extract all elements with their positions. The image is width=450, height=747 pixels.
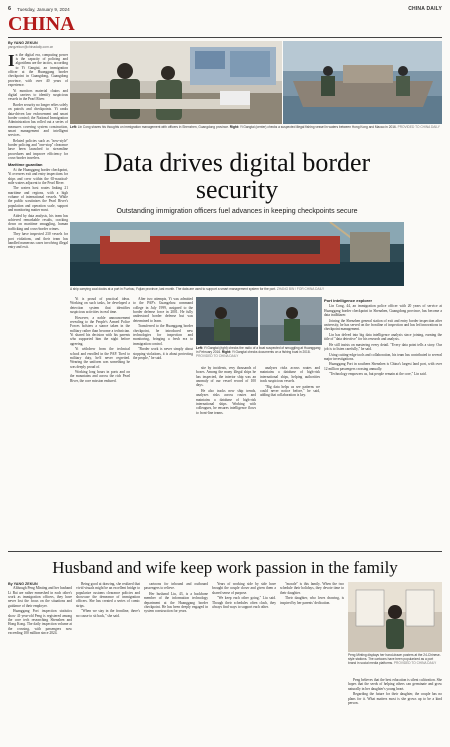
page-number: 6 [8, 6, 12, 12]
photo3-caption [196, 347, 322, 359]
drop-cap: I [8, 50, 15, 70]
story2-column-6 [348, 678, 442, 742]
story2-column-3 [144, 582, 208, 742]
story1-byline: By YANG ZEKUN [8, 41, 38, 45]
story1-subhead: Port intelligence explorer [324, 298, 373, 303]
story1-paragraph: He also tracks new ship trends, analyzes risks across routes and maintains a database of high-risk international ships. Working with colleagues, he ensures intelligence flows to front-line teams. [196, 388, 256, 415]
story2-paragraph: "morale" is this family. When the two schedule their holidays, they devote time to their daughter. [280, 582, 344, 595]
photo-peng-minting [348, 582, 442, 652]
story1-subhead: Maritime guardian [8, 161, 43, 167]
photo-image [260, 297, 322, 345]
caption-label: Right: [221, 349, 232, 354]
story1-paragraph: At the Huanggang border checkpoint, Yi oversees exit and entry inspections for ships and crew within the 65-nautical-mile waters adjacent to the Pearl River. [8, 167, 68, 185]
story1-paragraph: n the digital era, computing power is the capacity of policing and algorithms are the tactics, according to Yi Gangtai, an immigration officer at the Huanggang border checkpoint in Guangdong, Guangdong province, with over 40 years of experience. [8, 52, 68, 88]
photo-image [70, 222, 404, 286]
header-rule [8, 37, 442, 38]
caption-text: Yi Gangtai checks documents on a fishing boat in 2018. [231, 349, 311, 354]
story2-paragraph: "When we stay in the frontline, there's no cause to sit back," she said. [76, 609, 140, 618]
photo-credit: PROVIDED TO CHINA DAILY [393, 660, 437, 665]
photo-coal-ship [70, 222, 404, 286]
caption-label: Left: [196, 346, 203, 350]
story2-byline: By YANG ZEKUN [8, 582, 38, 586]
story1-column-4 [196, 366, 256, 546]
story2-paragraph: Their daughter, who loves drawing, is inspired by her parents' dedication. [280, 596, 344, 605]
caption-text: A ship carrying coal docks at a port in Fuzhou, Fujian province, last month. The data are used to support a smart management system for the port. [70, 287, 276, 291]
story1-paragraph: Using cutting-edge tools and collaboration, his team has contributed to several major investigations. [324, 352, 442, 361]
story2-headline: Husband and wife keep work passion in the family [52, 558, 398, 577]
photo-image [70, 41, 282, 124]
story1-paragraph: Related policies such as "new-style" border policing and "one-stop" clearance have been launched to streamline procedures and improve efficiency for cross-border travelers. [8, 138, 68, 161]
caption-text: Peng Minting displays her hand-drawn posters at the 24-Chinese-style stations. The cartoons have been popularized as a port brand in social media platforms. [348, 653, 441, 665]
caption-text: Yi Gangtai (right) checks the radio of a boat suspected of smuggling at Huanggang in February 2016. [196, 346, 321, 354]
story1-paragraph: Yi is proud of practical ideas. Working on such tasks, he developed a detection system that identifies suspicious activities in real time. [70, 297, 130, 315]
story1-column-6-top [407, 149, 442, 219]
story2-paragraph: Peng believes that the best education is silent cultivation. She hopes that the seeds of helping others can germinate and grow naturally in her daughter's young heart. [348, 678, 442, 691]
caption-label: Right: [229, 125, 239, 129]
story1-paragraph: Joining the Shenzhen general station of exit and entry border inspection after university, he has served on the frontline of inspection and has led innovations in checkpoint management. [324, 318, 442, 332]
story1-column-6 [324, 297, 442, 546]
story1-paragraph: However, a noble announcement revealing to the People's Armed Police Forces bolsters a stance taken in the military rather than become a technician. Yi shared his decision with his parents who supported him the night before agreeing. [70, 315, 130, 346]
story1-paragraph: Working long hours in ports and on the mountains and across the rich Pearl River, the core mission endured. [70, 370, 130, 383]
story1-paragraph: Lin has delved into big data intelligence analysis since joining, earning the title of "data detective" for his research and analysis. [324, 332, 442, 342]
story2-paragraph: cartoons for inbound and outbound passengers to relieve. [144, 582, 208, 591]
story2-column-1 [8, 582, 72, 742]
story1-paragraph: "Technology empowers us, but people remain at the core," Lin said. [329, 372, 427, 377]
photo-yi-radio [196, 297, 258, 345]
caption-label: Left: [70, 125, 77, 129]
story2-paragraph: "We keep each other going," Liu said. Though their schedules often clash, they always find ways to support each other. [212, 596, 276, 609]
story1-paragraph: Border security no longer relies solely on patrols and checkpoints. Yi ranks data-driven law enforcement and smart border control; the National Immigration Administration has rolled out a series of measures covering system construction, smart management and intelligent services. [8, 102, 68, 138]
story1-paragraph: "Border work is never simply about stopping violations, it is about protecting the people," he said. [133, 347, 193, 360]
photo-image [196, 297, 258, 345]
story2-column-2 [76, 582, 140, 742]
story1-paragraph: The waters host routes linking 21 maritime and regions, with a high volume of international vessels. While the public scrutinizes the Pearl River's population and operation scale, support and monitoring matter most. [8, 186, 68, 213]
photo-credit: PROVIDED TO CHINA DAILY [196, 353, 239, 358]
photo-credit: PROVIDED TO CHINA DAILY [397, 125, 440, 129]
photo-lin-cong [70, 41, 282, 124]
story2-paragraph: Being good at drawing, she realized that vivid visuals might be an excellent bridge to popularize customs clearance policies and showcase the demeanor of immigration officers. She has created a series of comic strips. [76, 582, 140, 608]
story1-deck: Outstanding immigration officers fuel advances in keeping checkpoints secure [116, 208, 358, 215]
story2-column-5 [280, 582, 344, 742]
story1-column-1 [8, 41, 68, 546]
issue-date: Tuesday, January 9, 2024 [17, 6, 70, 12]
story1-column-5 [260, 366, 320, 546]
photo1-caption [70, 126, 442, 130]
story2-paragraph: Huanggang Port inspection statistics show 41-year-old Peng is registered among the core tech researching Shenzhen and Hong Kong. The daily inspection volume at the crossing, with passengers now exceeding 100 million since 2024. [8, 609, 72, 635]
story1-column-2 [70, 297, 130, 546]
photo-image [348, 582, 442, 652]
caption-text: Yi Gangtai (center) checks a suspected illegal fishing vessel in waters between Hong Kong and Macao in 2016. [239, 125, 397, 129]
caption-text: Lin Cong shares his thoughts on immigration management with officers in Shenzhen, Guangdong province. [77, 125, 229, 129]
story2-paragraph: Although Peng Minting and her husband Li Bai are rather enmeshed in each other's work as immigration officers, they have never lost the focus on the situations and guidance of their employer. [8, 586, 72, 608]
photo2-caption [70, 288, 404, 292]
story1-paragraph: They have inspected 230 vessels for port violations, and their team has handled numerous cases involving illegal entry and exit. [8, 232, 68, 250]
story1-paragraph: site by incidents, very thousands of boxes. Among the many illegal ships he has inspected, the interior ship was an anomaly of our vessel record of 100 days. [196, 366, 256, 388]
story2-paragraph: Regarding the future for their daughter, the couple has no plans for it. What matters most is she grows up to be a kind person. [348, 692, 442, 705]
story1-paragraph: Yi withdrew from the technical school and enrolled in the PAP. Tired to military duty, he'd never regretted. Wearing the uniform was something he was deeply proud of. [70, 347, 130, 369]
story1-paragraph: analyses risks across routes and maintains a database of high-risk international ships, helping authorities track suspicious vessels. [260, 366, 320, 384]
photo-credit: ZHANG BIN / FOR CHINA DAILY [276, 287, 325, 291]
story1-paragraph: Transferred to the Huanggang border checkpoint, he introduced new technologies for inspection and monitoring, bringing a fresh era to immigration control. [133, 324, 193, 346]
story1-paragraph: Aided by data analysis, his team has achieved remarkable results, cracking down on maritime smuggling, human trafficking and cross-border crimes. [8, 213, 68, 231]
story-divider [8, 551, 442, 552]
story1-paragraph: He still insists on mastering every detail. "Every data point tells a story. Our job is to listen carefully," he said. [324, 342, 442, 351]
photo-image [283, 41, 442, 124]
story2-paragraph: Her husband Liu, 43, is a backbone member of the information technology department at the Huanggang border checkpoint. He has been deeply engaged in system construction for years. [144, 591, 208, 614]
story1-paragraph: Yi monitors material chains and digital carriers to identify suspicious vessels in the Pearl River. [8, 88, 68, 102]
story2-paragraph: Years of working side by side have brought the couple closer and given them a shared sense of purpose. [212, 582, 276, 595]
story1-column-3 [133, 297, 193, 546]
story1-headline: Data drives digital border security [103, 148, 371, 204]
brand-name: CHINA DAILY [408, 6, 442, 12]
photo-yi-documents [260, 297, 322, 345]
story1-paragraph: Lin Cong, 44, an immigration police officer with 20 years of service at Huanggang border checkpoint in Shenzhen, Guangdong province, has become a data trailblazer. [324, 304, 442, 318]
story1-paragraph: After two attempts, Yi was admitted to the PAP's Guangzhou command college in July 1999, assigned to the border defense force in 2001. He fully understood border defense but was determined to learn. [133, 297, 193, 323]
section-title: CHINA [8, 13, 75, 35]
story1-paragraph: Huanggang Port in southern Shenzhen is China's largest land port, with over 12 million passengers crossing annually. [324, 362, 442, 371]
story2-photo-caption [348, 654, 442, 666]
story1-email: yangzekun@chinadaily.com.cn [8, 45, 54, 50]
photo-yi-gangtai-boat [283, 41, 442, 124]
story1-paragraph: "Big data helps us see patterns we could never notice before," he said, adding that collaboration is key. [260, 384, 320, 398]
story2-column-4 [212, 582, 276, 742]
